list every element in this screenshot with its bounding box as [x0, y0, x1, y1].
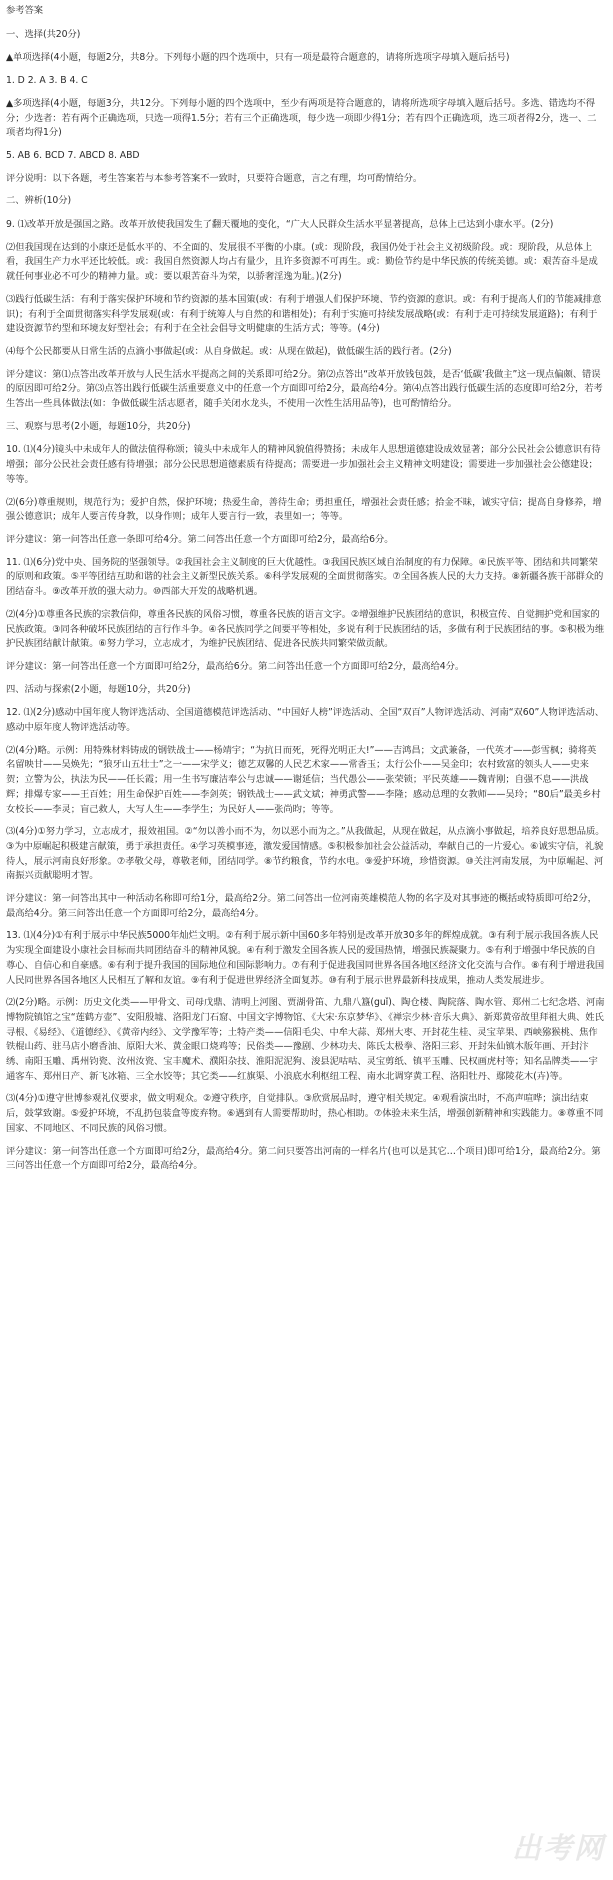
paragraph: ⑶(4分)①努力学习，立志成才，报效祖国。②“勿以善小而不为，勿以恶小而为之。”从我做起，从现在做起，从点滴小事做起，培养良好思想品质。③为中原崛起积极建言献策，勇于承担责任。④学习英模事迹，激发爱国情感。⑤积极参加社会公益活动，奉献自己的一片爱心。⑥诚实守信，礼貌待人，展示河南良好形象。⑦孝敬父母，尊敬老师，团结同学。⑧节约粮食，节约水电。⑨爱护环境，珍惜资源。⑩关注河南发展，为中原崛起、河南振兴贡献聪明才智。 [6, 826, 605, 882]
section-heading: 三、观察与思考(2小题，每题10分，共20分) [6, 420, 191, 432]
paragraph: ⑵(6分)尊重规则，规范行为；爱护自然，保护环境；热爱生命，善待生命；勇担重任，增强社会责任感；拾金不昧，诚实守信；提高自身修养，增强公德意识；成年人要言传身教，以身作则；成年人要言行一致，表里如一；等等。 [6, 496, 602, 523]
paragraph: ⑵但我国现在达到的小康还是低水平的、不全面的、发展很不平衡的小康。(或：现阶段，我国仍处于社会主义初级阶段。或：现阶段，从总体上看，我国生产力水平还比较低。或：我国自然资源人均占有量少，且许多资源不可再生。或：勤俭节约是中华民族的传统美德。或：艰苦奋斗是成就任何事业必不可少的精神力量。或：要以艰苦奋斗为荣，以骄奢淫逸为耻。)(2分) [6, 241, 598, 283]
section-heading: 二、辨析(10分) [6, 195, 72, 207]
paragraph: ⑵(2分)略。示例：历史文化类——甲骨文、司母戊鼎、清明上河图、贾湖骨笛、九鼎八簋(guǐ)、陶仓楼、陶院落、陶水管、郑州二七纪念塔、河南博物院镇馆之宝“莲鹤方壶”、安阳殷墟、洛阳龙门石窟、中国文字博物馆、《大宋·东京梦华》、《禅宗少林·音乐大典》、新郑黄帝故里拜祖大典、姓氏寻根、《易经》、《道德经》、《黄帝内经》、文学豫军等；土特产类——信阳毛尖、中牟大蒜、郑州大枣、开封花生桂、灵宝苹果、西峡猕猴桃、焦作铁棍山药、驻马店小磨香油、原阳大米、黄金眼口烧鸡等；民俗类——豫剧、少林功夫、陈氏太极拳、洛阳三彩、开封朱仙镇木版年画、开封汴绣、南阳玉雕、禹州钧瓷、汝州汝瓷、宝丰魔术、濮阳杂技、淮阳泥泥狗、浚县泥咕咕、灵宝剪纸、镇平玉雕、民权画虎村等；知名品牌类——宇通客车、郑州日产、新飞冰箱、三全水饺等；其它类——红旗渠、小浪底水利枢纽工程、南水北调穿黄工程、洛阳牡丹、鄢陵花木(卉)等。 [6, 997, 605, 1082]
paragraph: 评分建议：第一问答出任意一个方面即可给2分，最高给6分。第二问答出任意一个方面即可给2分，最高给4分。 [6, 660, 465, 672]
paragraph: 评分说明：以下各题，考生答案若与本参考答案不一致时，只要符合题意，言之有理，均可酌情给分。 [6, 172, 423, 184]
paragraph: 5. AB 6. BCD 7. ABCD 8. ABD [6, 149, 140, 161]
paragraph: 9. ⑴改革开放是强国之路。改革开放使我国发生了翻天覆地的变化，“广大人民群众生活水平显著提高，总体上已达到小康水平。(2分) [6, 219, 554, 231]
paragraph: ▲多项选择(4小题，每题3分，共12分。下列每小题的四个选项中，至少有两项是符合题意的，请将所选项字母填入题后括号。多选、错选均不得分；少选者：若有两个正确选项，只选一项得1.5分；若有三个正确选项，每少选一项即少得1分；若有四个正确选项，选三项者得2分，选一、二项者均得1分) [6, 97, 597, 139]
paragraph: 12. ⑴(2分)感动中国年度人物评选活动、全国道德模范评选活动、“中国好人榜”评选活动、全国“双百”人物评选活动、河南“双60”人物评选活动、感动中原年度人物评选活动等。 [6, 707, 604, 734]
section-heading: 一、选择(共20分) [6, 28, 81, 40]
paragraph: 评分建议：第一问答出其中一种活动名称即可给1分，最高给2分。第二问答出一位河南英雄模范人物的名字及对其事迹的概括或特质即可给2分，最高给4分。第三问答出任意一个方面即可给2分，最高给4分。 [6, 893, 597, 919]
paragraph: ⑵(4分)①尊重各民族的宗教信仰，尊重各民族的风俗习惯，尊重各民族的语言文字。②增强维护民族团结的意识，积极宣传、自觉拥护党和国家的民族政策。③同各种破坏民族团结的言行作斗争。④各民族同学之间要平等相处，多说有利于民族团结的话，多做有利于民族团结的事。⑤积极为维护民族团结献计献策。⑥努力学习，立志成才，为维护民族团结、促进各民族共同繁荣做贡献。 [6, 608, 605, 650]
paragraph: 10. ⑴(4分)镜头中未成年人的做法值得称颂；镜头中未成年人的精神风貌值得赞扬；未成年人思想道德建设成效显著；部分公民社会公德意识有待增强；部分公民社会责任感有待增强；部分公民思想道德素质有待提高；需要进一步加强社会主义精神文明建设；需要进一步加强社会公德建设；等等。 [6, 444, 601, 485]
paragraph: ⑵(4分)略。示例：用特殊材料铸成的钢铁战士——杨靖宇；“为抗日而死，死得光明正大!”——吉鸿昌；文武兼备，一代英才——彭雪枫；骑将英名留映甘——吴焕先；“狼牙山五壮士”之一——宋学义；德艺双馨的人民艺术家——常香玉；太行公仆——吴金印；农村致富的领头人——史来贺；立警为公，执法为民——任长霞；用一生书写廉洁奉公与忠诚——谢延信；当代愚公——张荣锁；平民英雄——魏青刚；自强不息——洪战辉；排爆专家——王百姓；用生命保护百姓——李剑英；钢铁战士——武文斌；神勇武警——李隆；感动总理的女教师——吴玲；“80后”最美乡村女校长——李灵；盲己救人，大写人生——李学生；为民好人——张尚昀；等等。 [6, 744, 601, 815]
watermark-logo: 出考网 [511, 1831, 605, 1865]
paragraph: ⑶践行低碳生活：有利于落实保护环境和节约资源的基本国策(或：有利于增强人们保护环境、节约资源的意识。或：有利于提高人们的节能减排意识)；有利于全面贯彻落实科学发展观(或：有利于统筹人与自然的和谐相处)；有利于实施可持续发展战略(或：有利于走可持续发展道路)；有利于建设资源节约型和环境友好型社会；有利于在全社会倡导文明健康的生活方式；等等。(4分) [6, 293, 602, 335]
section-heading: 四、活动与探索(2小题，每题10分，共20分) [6, 683, 191, 695]
paragraph: 评分建议：第⑴点答出改革开放与人民生活水平提高之间的关系即可给2分。第⑵点答出“改革开放钱包鼓，是否‘低碳’我做主”这一现点偏颇、错误的原因即可给2分。第⑶点答出践行低碳生活重要意义中的任意一个方面即可给2分，最高给4分。第⑷点答出践行低碳生活的态度即可给2分，若考生答出一些具体做法(如：争做低碳生活志愿者，随手关闭水龙头，不使用一次性生活用品等)，也可酌情给分。 [6, 368, 603, 410]
doc-title: 参考答案 [6, 5, 43, 16]
paragraph: ▲单项选择(4小题，每题2分，共8分。下列每小题的四个选项中，只有一项是最符合题意的，请将所选项字母填入题后括号) [6, 52, 510, 64]
paragraph: ⑶(4分)①遵守世博参观礼仪要求，做文明观众。②遵守秩序，自觉排队。③欣赏展品时，遵守相关规定。④观看演出时，不高声喧哗；演出结束后，鼓掌致谢。⑤爱护环境，不乱扔包装盒等废弃物。⑥遇到有人需要帮助时，热心相助。⑦体验未来生活，增强创新精神和实践能力。⑧尊重不同国家、不同地区、不同民族的风俗习惯。 [6, 1093, 604, 1134]
paragraph: 评分建议：第一问答出任意一条即可给4分。第二问答出任意一个方面即可给2分，最高给6分。 [6, 533, 394, 545]
paragraph: 1. D 2. A 3. B 4. C [6, 75, 88, 87]
paragraph: ⑷每个公民都要从日常生活的点滴小事做起(或：从自身做起。或：从现在做起)，做低碳生活的践行者。(2分) [6, 345, 452, 357]
paragraph: 11. ⑴(6分)党中央、国务院的坚强领导。②我国社会主义制度的巨大优越性。③我国民族区域自治制度的有力保障。④民族平等、团结和共同繁荣的原则和政策。⑤平等团结互助和谐的社会主义新型民族关系。⑥科学发展观的全面贯彻落实。⑦全国各族人民的大力支持。⑧新疆各族干部群众的团结奋斗。⑨改革开放的强大动力。⑩西部大开发的战略机遇。 [6, 556, 604, 598]
paragraph: 评分建议：第一问答出任意一个方面即可给2分，最高给4分。第二问只要答出河南的一样名片(也可以是其它…个项目)即可给1分，最高给2分。第三问答出任意一个方面即可给2分，最高给4分。 [6, 1145, 601, 1172]
paragraph: 13. ⑴(4分)①有利于展示中华民族5000年灿烂文明。②有利于展示新中国60多年特别是改革开放30多年的辉煌成就。③有利于展示我国各族人民为实现全面建设小康社会目标而共同团结奋斗的精神风貌。④有利于激发全国各族人民的爱国热情，增强民族凝聚力。⑤有利于增强中华民族的自尊心、自信心和自豪感。⑥有利于提升我国的国际地位和国际影响力。⑦有利于促进我国同世界各国各地区经济文化交流与合作。⑧有利于增进我国人民同世界各国各地区人民相互了解和友谊。⑨有利于促进世界经济全面复苏。⑩有利于展示世界最新科技成果，推动人类发展进步。 [6, 930, 605, 986]
